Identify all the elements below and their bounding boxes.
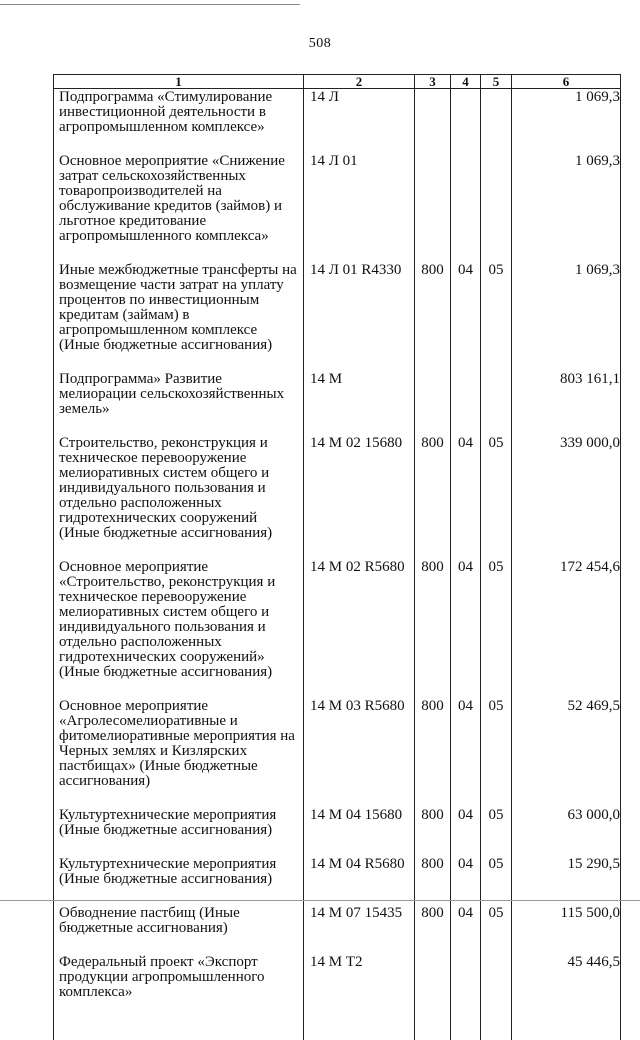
row-col5: 05 bbox=[481, 857, 512, 906]
row-code: 14 М bbox=[304, 372, 415, 436]
row-amount: 1 069,3 bbox=[512, 89, 621, 155]
row-amount: 15 290,5 bbox=[512, 857, 621, 906]
row-col5: 05 bbox=[481, 560, 512, 699]
budget-table bbox=[53, 74, 621, 1040]
row-col4: 04 bbox=[451, 699, 481, 808]
header-col-4: 4 bbox=[451, 75, 481, 89]
row-col4: 04 bbox=[451, 906, 481, 955]
row-name: Строительство, реконструкция и техническое перевооружение мелиоративных систем общего и индивидуального пользования и отдельно расположенных гидротехнических сооружений (Иные бюджетные ассигнования) bbox=[54, 436, 304, 560]
row-name: Культуртехнические мероприятия (Иные бюджетные ассигнования) bbox=[54, 857, 304, 906]
table-row bbox=[54, 436, 621, 560]
row-col4 bbox=[451, 89, 481, 155]
row-col3: 800 bbox=[415, 436, 451, 560]
row-name: Основное мероприятие «Агролесомелиоративные и фитомелиоративные мероприятия на Черных землях и Кизлярских пастбищах» (Иные бюджетные ассигнования) bbox=[54, 699, 304, 808]
row-col5: 05 bbox=[481, 906, 512, 955]
row-col5: 05 bbox=[481, 808, 512, 857]
header-col-6: 6 bbox=[512, 75, 621, 89]
row-col4 bbox=[451, 955, 481, 1040]
row-name: Подпрограмма» Развитие мелиорации сельскохозяйственных земель» bbox=[54, 372, 304, 436]
row-code: 14 Л bbox=[304, 89, 415, 155]
row-col3 bbox=[415, 154, 451, 263]
row-amount: 52 469,5 bbox=[512, 699, 621, 808]
row-amount: 63 000,0 bbox=[512, 808, 621, 857]
row-code: 14 Л 01 bbox=[304, 154, 415, 263]
row-col5 bbox=[481, 154, 512, 263]
row-col4: 04 bbox=[451, 436, 481, 560]
row-name: Основное мероприятие «Снижение затрат сельскохозяйственных товаропроизводителей на обслуживание кредитов (займов) и льготное кредитование агропромышленного комплекса» bbox=[54, 154, 304, 263]
table-row bbox=[54, 372, 621, 436]
row-col5: 05 bbox=[481, 699, 512, 808]
row-col3: 800 bbox=[415, 560, 451, 699]
row-col3: 800 bbox=[415, 906, 451, 955]
row-code: 14 М 07 15435 bbox=[304, 906, 415, 955]
table-header-row bbox=[54, 75, 621, 89]
row-col5: 05 bbox=[481, 436, 512, 560]
row-code: 14 Л 01 R4330 bbox=[304, 263, 415, 372]
table-row bbox=[54, 560, 621, 699]
row-code: 14 М 02 15680 bbox=[304, 436, 415, 560]
row-col5: 05 bbox=[481, 263, 512, 372]
table-row bbox=[54, 154, 621, 263]
row-col4: 04 bbox=[451, 808, 481, 857]
header-col-2: 2 bbox=[304, 75, 415, 89]
row-name: Федеральный проект «Экспорт продукции агропромышленного комплекса» bbox=[54, 955, 304, 1040]
row-col3: 800 bbox=[415, 263, 451, 372]
table-row bbox=[54, 857, 621, 906]
row-col5 bbox=[481, 89, 512, 155]
row-col3: 800 bbox=[415, 857, 451, 906]
row-col3 bbox=[415, 372, 451, 436]
row-col3: 800 bbox=[415, 699, 451, 808]
row-name: Основное мероприятие «Строительство, реконструкция и техническое перевооружение мелиоративных систем общего и индивидуального пользования и отдельно расположенных гидротехнических сооружений» (Иные бюджетные ассигнования) bbox=[54, 560, 304, 699]
row-col3 bbox=[415, 955, 451, 1040]
table-row bbox=[54, 699, 621, 808]
page-number: 508 bbox=[308, 36, 332, 51]
row-col3 bbox=[415, 89, 451, 155]
top-rule bbox=[0, 4, 300, 5]
table-row bbox=[54, 808, 621, 857]
row-code: 14 М 03 R5680 bbox=[304, 699, 415, 808]
row-amount: 803 161,1 bbox=[512, 372, 621, 436]
row-amount: 1 069,3 bbox=[512, 263, 621, 372]
row-col4: 04 bbox=[451, 263, 481, 372]
bottom-rule bbox=[0, 900, 640, 901]
row-col3: 800 bbox=[415, 808, 451, 857]
row-name: Подпрограмма «Стимулирование инвестиционной деятельности в агропромышленном комплексе» bbox=[54, 89, 304, 155]
row-name: Иные межбюджетные трансферты на возмещение части затрат на уплату процентов по инвестиционным кредитам (займам) в агропромышленном комплексе (Иные бюджетные ассигнования) bbox=[54, 263, 304, 372]
table-row bbox=[54, 263, 621, 372]
row-code: 14 М 04 15680 bbox=[304, 808, 415, 857]
header-col-1: 1 bbox=[54, 75, 304, 89]
row-amount: 1 069,3 bbox=[512, 154, 621, 263]
row-col4 bbox=[451, 154, 481, 263]
row-col5 bbox=[481, 955, 512, 1040]
row-code: 14 М 04 R5680 bbox=[304, 857, 415, 906]
header-col-5: 5 bbox=[481, 75, 512, 89]
row-amount: 45 446,5 bbox=[512, 955, 621, 1040]
table-row bbox=[54, 955, 621, 1040]
row-code: 14 М 02 R5680 bbox=[304, 560, 415, 699]
row-amount: 339 000,0 bbox=[512, 436, 621, 560]
row-col4: 04 bbox=[451, 857, 481, 906]
row-col5 bbox=[481, 372, 512, 436]
row-col4: 04 bbox=[451, 560, 481, 699]
table-row bbox=[54, 89, 621, 155]
header-col-3: 3 bbox=[415, 75, 451, 89]
row-code: 14 М Т2 bbox=[304, 955, 415, 1040]
table-row bbox=[54, 906, 621, 955]
row-name: Культуртехнические мероприятия (Иные бюджетные ассигнования) bbox=[54, 808, 304, 857]
row-amount: 115 500,0 bbox=[512, 906, 621, 955]
row-amount: 172 454,6 bbox=[512, 560, 621, 699]
row-col4 bbox=[451, 372, 481, 436]
row-name: Обводнение пастбищ (Иные бюджетные ассигнования) bbox=[54, 906, 304, 955]
